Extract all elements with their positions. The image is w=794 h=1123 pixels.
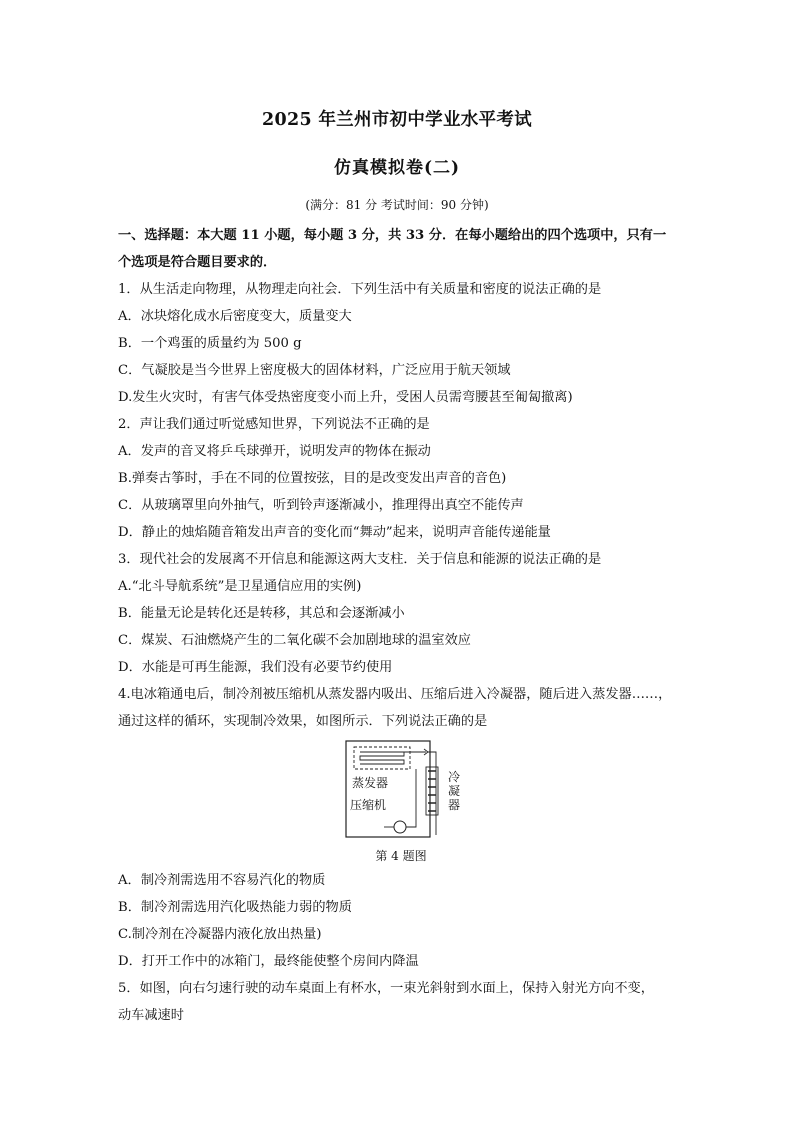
question-3-option-c: C．煤炭、石油燃烧产生的二氧化碳不会加剧地球的温室效应 — [118, 633, 471, 648]
label-condenser-char-3: 器 — [448, 798, 461, 812]
question-4-option-d: D．打开工作中的冰箱门，最终能使整个房间内降温 — [118, 954, 419, 969]
label-condenser-char-1: 冷 — [448, 770, 461, 784]
question-5-stem-line-1: 5．如图，向右匀速行驶的动车桌面上有杯水，一束光斜射到水面上，保持入射光方向不变， — [118, 981, 654, 996]
pipe-right — [428, 752, 436, 835]
compressor-circle — [394, 821, 406, 833]
section-heading-line-2: 个选项是符合题目要求的． — [118, 255, 277, 270]
question-3-stem: 3．现代社会的发展离不开信息和能源这两大支柱．关于信息和能源的说法正确的是 — [118, 552, 602, 567]
figure-caption: 第 4 题图 — [375, 849, 427, 863]
question-4-stem-line-2: 通过这样的循环，实现制冷效果，如图所示．下列说法正确的是 — [118, 714, 488, 729]
question-1-option-a: A．冰块熔化成水后密度变大，质量变大 — [118, 309, 352, 324]
question-4-option-c: C.制冷剂在冷凝器内液化放出热量) — [118, 927, 322, 942]
label-evaporator: 蒸发器 — [352, 776, 389, 790]
label-compressor: 压缩机 — [350, 798, 387, 812]
exam-body — [118, 222, 688, 1029]
label-condenser-char-2: 凝 — [448, 784, 461, 798]
exam-subtitle: 仿真模拟卷(二) — [333, 158, 461, 178]
evaporator-coil — [360, 752, 404, 764]
question-2-stem: 2．声让我们通过听觉感知世界，下列说法不正确的是 — [118, 417, 430, 432]
question-1-option-c: C．气凝胶是当今世界上密度极大的固体材料，广泛应用于航天领域 — [118, 363, 511, 378]
question-3-option-d: D．水能是可再生能源，我们没有必要节约使用 — [118, 660, 393, 675]
question-2-option-c: C．从玻璃罩里向外抽气，听到铃声逐渐减小，推理得出真空不能传声 — [118, 498, 524, 513]
condenser-coil — [428, 771, 436, 811]
refrigerator-figure — [118, 735, 688, 845]
question-1-option-b: B．一个鸡蛋的质量约为 500 g — [118, 336, 302, 351]
question-1-option-d: D.发生火灾时，有害气体受热密度变小而上升，受困人员需弯腰甚至匍匐撤离) — [118, 390, 573, 405]
question-3-option-b: B．能量无论是转化还是转移，其总和会逐渐减小 — [118, 606, 405, 621]
refrigerator-diagram — [344, 739, 464, 843]
question-5-stem-line-2: 动车减速时 — [118, 1008, 184, 1023]
question-1-stem: 1．从生活走向物理，从物理走向社会．下列生活中有关质量和密度的说法正确的是 — [118, 282, 602, 297]
question-2-option-d: D．静止的烛焰随音箱发出声音的变化而“舞动”起来，说明声音能传递能量 — [118, 525, 551, 540]
pipe-compressor — [406, 817, 416, 827]
exam-title: 2025 年兰州市初中学业水平考试 — [262, 110, 532, 130]
exam-info: (满分：81 分 考试时间：90 分钟) — [305, 198, 489, 212]
section-heading-line-1: 一、选择题：本大题 11 小题，每小题 3 分，共 33 分．在每小题给出的四个选项中，只有一 — [118, 228, 667, 243]
question-4-option-a: A．制冷剂需选用不容易汽化的物质 — [118, 873, 326, 888]
question-4-option-b: B．制冷剂需选用汽化吸热能力弱的物质 — [118, 900, 352, 915]
evaporator-dashed-box — [354, 747, 410, 769]
question-2-option-a: A．发声的音叉将乒乓球弹开，说明发声的物体在振动 — [118, 444, 431, 459]
question-3-option-a: A.“北斗导航系统”是卫星通信应用的实例) — [118, 579, 362, 594]
question-2-option-b: B.弹奏古筝时，手在不同的位置按弦，目的是改变发出声音的音色) — [118, 471, 507, 486]
question-4-stem-line-1: 4.电冰箱通电后，制冷剂被压缩机从蒸发器内吸出、压缩后进入冷凝器，随后进入蒸发器……， — [118, 687, 672, 702]
